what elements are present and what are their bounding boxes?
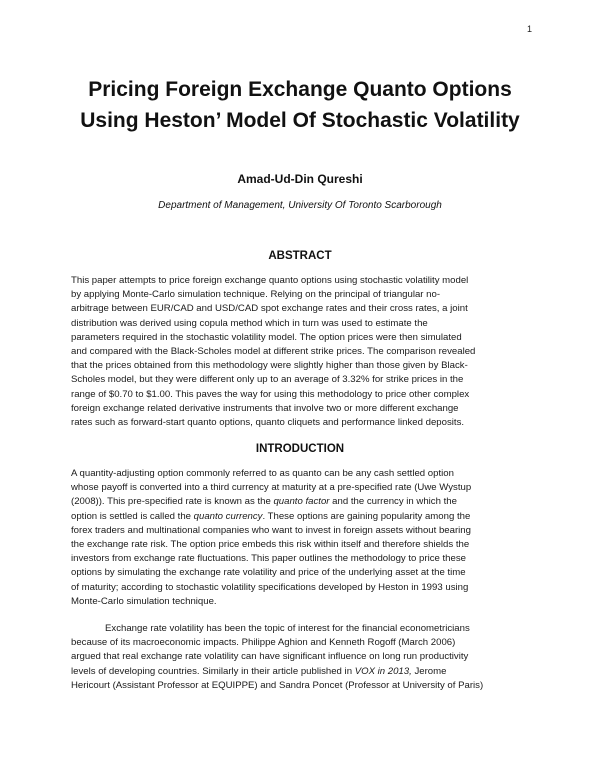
intro-line <box>71 495 541 509</box>
abstract-line: that the prices obtained from this methodology were slightly higher than those given by Black- <box>71 360 468 372</box>
abstract-line: by applying Monte-Carlo simulation technique. Relying on the principal of triangular no- <box>71 289 441 301</box>
intro-line: A quantity-adjusting option commonly referred to as quanto can be any cash settled option <box>71 468 454 479</box>
abstract-line: parameters required in the stochastic volatility model. The option prices were then simulated <box>71 331 462 343</box>
intro-line: Monte-Carlo simulation technique. <box>71 595 217 607</box>
introduction-body <box>71 467 541 609</box>
paragraph-text: levels of developing countries. Similarly in their article published in <box>71 665 353 677</box>
vox-citation: VOX in 2013, <box>354 665 412 677</box>
abstract-line: arbitrage between EUR/CAD and USD/CAD spot exchange rates and their cross rates, a joint <box>71 303 468 315</box>
intro-text: and the currency in which the <box>332 496 457 508</box>
title-line-2: Using Heston’ Model Of Stochastic Volatility <box>80 109 520 132</box>
quanto-currency-term: quanto currency <box>193 510 263 522</box>
intro-text: option is settled is called the <box>71 510 191 522</box>
intro-text: (2008)). This pre-specified rate is known as the <box>71 496 271 508</box>
volatility-paragraph <box>71 622 541 693</box>
abstract-line: Scholes model, but they were different only up to an average of 3.32% for strike prices in the <box>71 374 464 386</box>
abstract-heading: ABSTRACT <box>268 250 332 262</box>
intro-line: options by simulating the exchange rate volatility and price of the underlying asset at the time <box>71 567 466 579</box>
paragraph-line: Hericourt (Assistant Professor at EQUIPPE) and Sandra Poncet (Professor at University of Paris) <box>71 679 484 691</box>
abstract-body <box>71 274 541 430</box>
paragraph-line: argued that real exchange rate volatility can have significant influence on long run productivity <box>71 651 469 663</box>
title-line-1: Pricing Foreign Exchange Quanto Options <box>88 78 512 101</box>
abstract-line: foreign exchange related derivative instruments that involve two or more different exchange <box>71 402 459 414</box>
quanto-factor-term: quanto factor <box>273 496 330 508</box>
paragraph-line: Exchange rate volatility has been the topic of interest for the financial econometricians <box>105 623 470 634</box>
paragraph-line <box>71 665 541 679</box>
author-name: Amad-Ud-Din Qureshi <box>237 172 363 186</box>
abstract-line: distribution was derived using copula method which in turn was used to estimate the <box>71 317 428 329</box>
intro-line: of maturity; according to stochastic volatility specifications developed by Heston in 1993 using <box>71 581 469 593</box>
intro-text: . These options are gaining popularity among the <box>262 510 471 522</box>
intro-line: forex traders and multinational companies who want to invest in foreign assets without bearing <box>71 524 471 536</box>
abstract-line: and compared with the Black-Scholes model at different strike prices. The comparison revealed <box>71 346 476 358</box>
introduction-heading: INTRODUCTION <box>255 443 345 455</box>
paragraph-line: because of its macroeconomic impacts. Philippe Aghion and Kenneth Rogoff (March 2006) <box>71 637 456 649</box>
paper-title <box>60 74 540 136</box>
author-affiliation: Department of Management, University Of Toronto Scarborough <box>158 200 442 211</box>
intro-line: whose payoff is converted into a third currency at maturity at a pre-specified rate (Uwe Wystup <box>71 482 472 494</box>
intro-line <box>71 510 541 524</box>
page-number: 1 <box>526 24 532 34</box>
abstract-line: This paper attempts to price foreign exchange quanto options using stochastic volatility model <box>71 275 469 286</box>
paragraph-text: Jerome <box>414 665 447 677</box>
abstract-line: rates such as forward-start quanto options, quanto cliquets and performance linked deposits. <box>71 417 465 429</box>
abstract-line: range of $0.70 to $1.00. This paves the way for using this methodology to price other complex <box>71 388 470 400</box>
intro-line: investors from exchange rate fluctuations. This paper outlines the methodology to price these <box>71 553 466 565</box>
intro-line: the exchange rate risk. The option price embeds this risk within itself and therefore shields the <box>71 539 470 551</box>
